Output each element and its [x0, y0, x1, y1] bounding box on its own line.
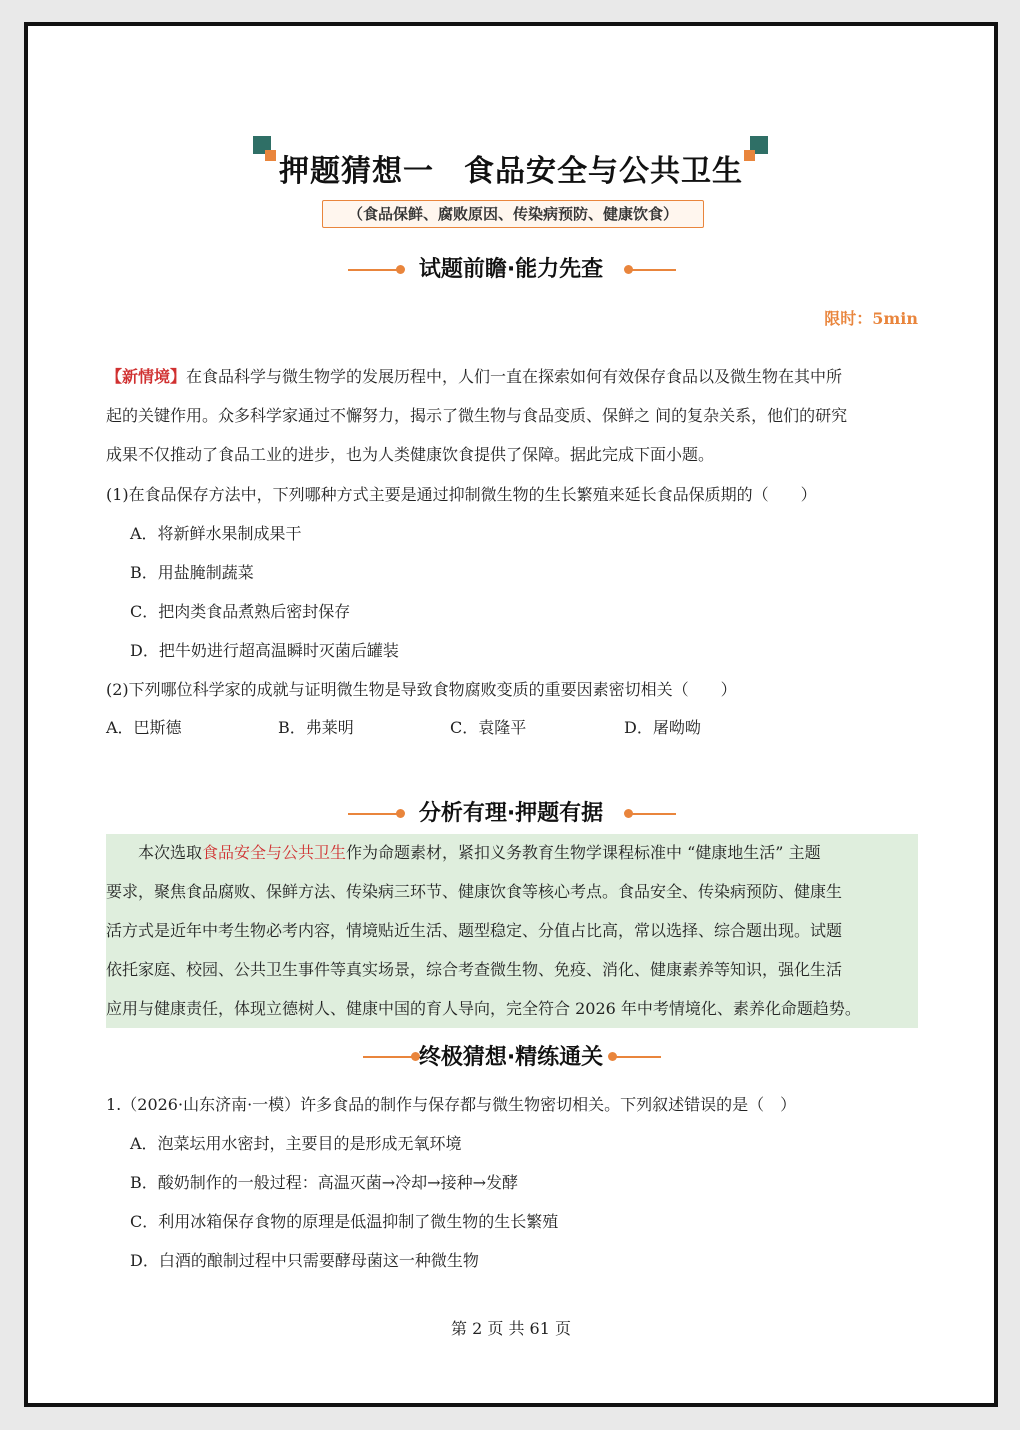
final-question-1-stem: 1.（2026·山东济南·一模）许多食品的制作与保存都与微生物密切相关。下列叙述错误的是（ ）: [106, 1095, 797, 1114]
final-question-1-option-a: A．泡菜坛用水密封，主要目的是形成无氧环境: [130, 1134, 462, 1153]
analysis-line-2: 要求，聚焦食品腐败、保鲜方法、传染病三环节、健康饮食等核心考点。食品安全、传染病预防、健康生: [106, 882, 843, 901]
question-1-option-a: A．将新鲜水果制成果干: [130, 524, 302, 543]
question-2-stem: (2)下列哪位科学家的成就与证明微生物是导致食物腐败变质的重要因素密切相关（ ）: [106, 680, 737, 699]
page-title: 押题猜想一 食品安全与公共卫生: [279, 154, 743, 189]
question-2-option-c: C．袁隆平: [450, 718, 527, 737]
section-heading-preview: 试题前瞻·能力先查: [418, 257, 604, 282]
analysis-box: [106, 834, 918, 1028]
scenario-line-1: 【新情境】在食品科学与微生物学的发展历程中，人们一直在探索如何有效保存食品以及微生物在其中所: [106, 367, 843, 386]
scenario-line-2: 起的关键作用。众多科学家通过不懈努力，揭示了微生物与食品变质、保鲜之 间的复杂关系，他们的研究: [106, 406, 848, 425]
question-1-option-c: C．把肉类食品煮熟后密封保存: [130, 602, 351, 621]
final-question-1-option-c: C．利用冰箱保存食物的原理是低温抑制了微生物的生长繁殖: [130, 1212, 559, 1231]
scenario-tag: 【新情境】: [106, 367, 187, 386]
question-1-option-b: B．用盐腌制蔬菜: [130, 563, 254, 582]
time-limit: 限时：5min: [824, 309, 918, 328]
analysis-highlight: 食品安全与公共卫生: [202, 843, 347, 862]
final-question-1-option-b: B．酸奶制作的一般过程：高温灭菌→冷却→接种→发酵: [130, 1173, 518, 1192]
question-2-option-a: A．巴斯德: [106, 718, 182, 737]
page-footer: 第 2 页 共 61 页: [451, 1319, 571, 1338]
page-subtitle: （食品保鲜、腐败原因、传染病预防、健康饮食）: [322, 200, 704, 228]
question-1-stem: (1)在食品保存方法中，下列哪种方式主要是通过抑制微生物的生长繁殖来延长食品保质期的（ ）: [106, 485, 817, 504]
final-question-1-option-d: D．白酒的酿制过程中只需要酵母菌这一种微生物: [130, 1251, 479, 1270]
analysis-line-5: 应用与健康责任，体现立德树人、健康中国的育人导向，完全符合 2026 年中考情境化、素养化命题趋势。: [106, 999, 861, 1018]
analysis-line-1: 本次选取食品安全与公共卫生作为命题素材，紧扣义务教育生物学课程标准中 “健康地生活” 主题: [138, 843, 821, 862]
question-1-option-d: D．把牛奶进行超高温瞬时灭菌后罐装: [130, 641, 399, 660]
document-page: [24, 22, 998, 1407]
scenario-line-3: 成果不仅推动了食品工业的进步，也为人类健康饮食提供了保障。据此完成下面小题。: [106, 445, 715, 464]
section-heading-final: 终极猜想·精练通关: [418, 1045, 604, 1070]
question-2-option-b: B．弗莱明: [278, 718, 354, 737]
question-2-option-d: D．屠呦呦: [624, 718, 701, 737]
analysis-line-4: 依托家庭、校园、公共卫生事件等真实场景，综合考查微生物、免疫、消化、健康素养等知识，强化生活: [106, 960, 843, 979]
analysis-line-3: 活方式是近年中考生物必考内容，情境贴近生活、题型稳定、分值占比高，常以选择、综合题出现。试题: [106, 921, 843, 940]
section-heading-analysis: 分析有理·押题有据: [418, 801, 604, 826]
